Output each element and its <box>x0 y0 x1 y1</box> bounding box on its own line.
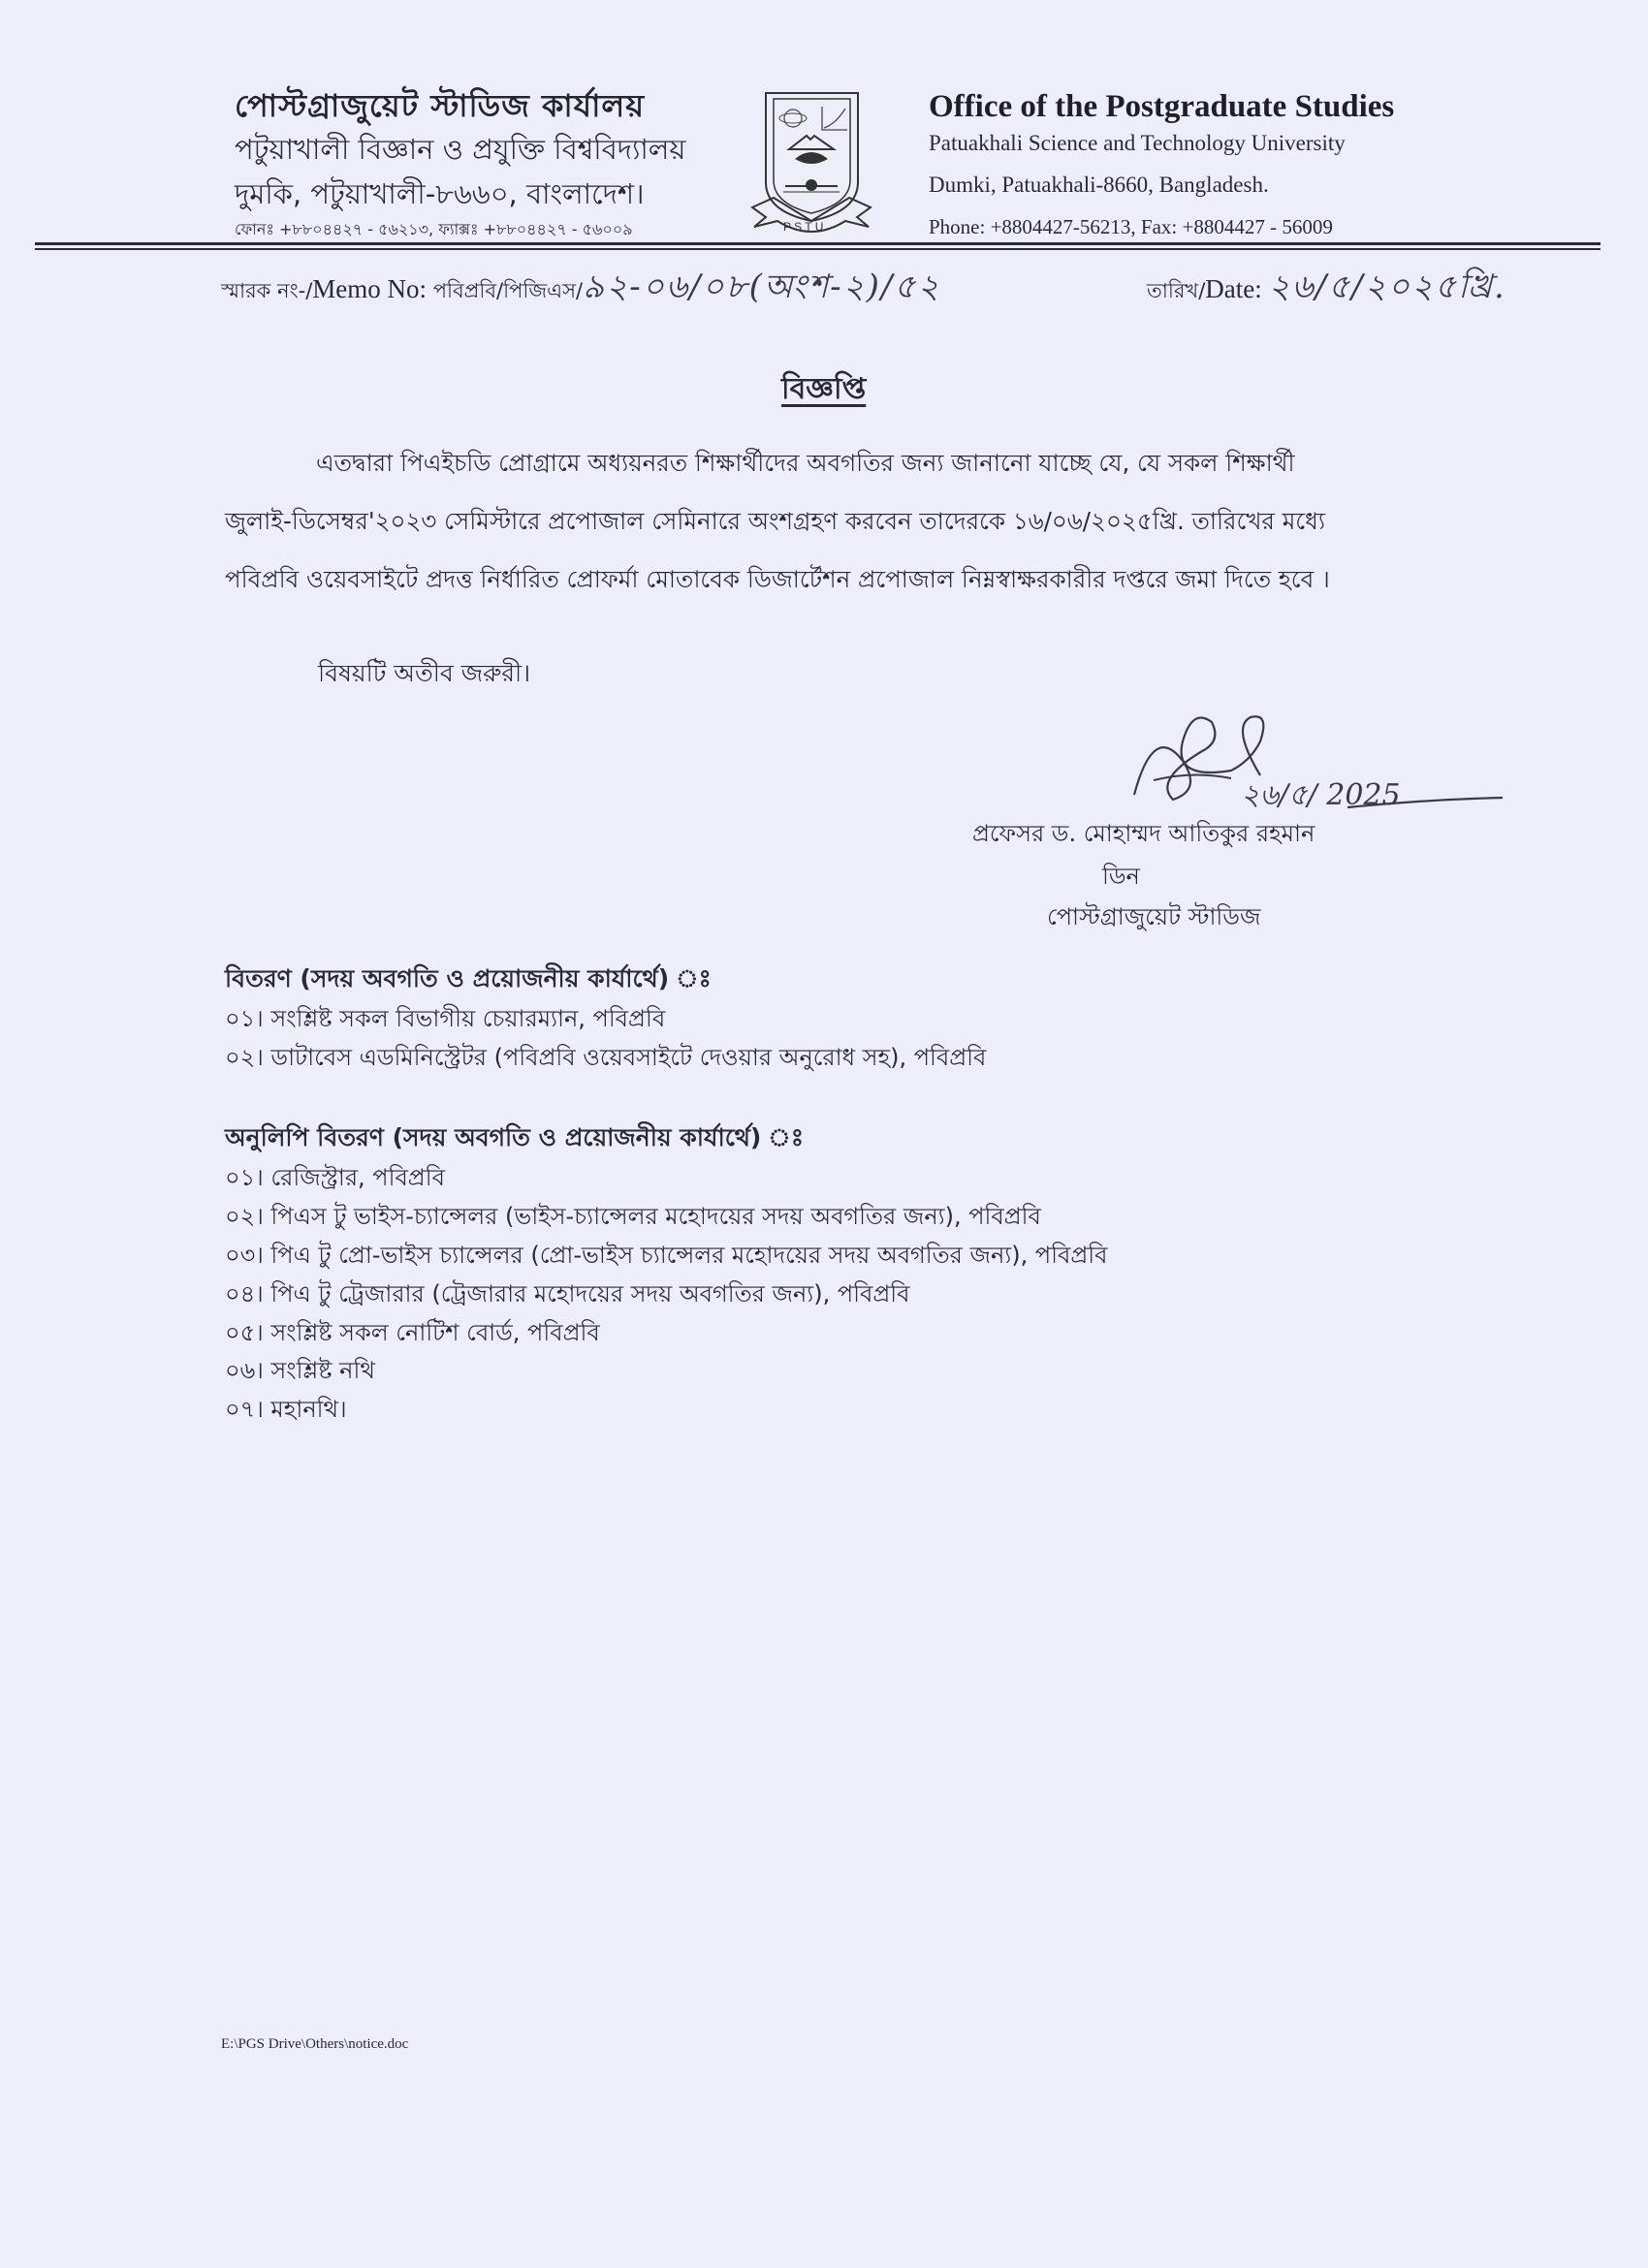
copy-distribution-item: ০১। রেজিস্ট্রার, পবিপ্রবি <box>225 1164 445 1191</box>
copy-distribution-item: ০৭। মহানথি। <box>225 1396 347 1423</box>
signature-block <box>1115 703 1541 819</box>
letterhead-contact-english: Phone: +8804427-56213, Fax: +8804427 - 56009 <box>929 215 1333 238</box>
letterhead-address-bangla: দুমকি, পটুয়াখালী-৮৬৬০, বাংলাদেশ। <box>235 177 645 210</box>
memo-handwritten-date: ২৬/৫/২০২৫খ্রি. <box>1268 268 1506 306</box>
notice-title: বিজ্ঞপ্তি <box>781 372 867 406</box>
letterhead-address-english: Dumki, Patuakhali-8660, Bangladesh. <box>929 173 1269 197</box>
distribution-item: ০২। ডাটাবেস এডমিনিস্ট্রেটর (পবিপ্রবি ওয়েবসাইটে দেওয়ার অনুরোধ সহ), পবিপ্রবি <box>225 1044 987 1071</box>
memo-prefix: পবিপ্রবি/পিজিএস/ <box>432 279 584 302</box>
date-label-bangla: তারিখ/ <box>1147 279 1206 302</box>
svg-text:P S T U: P S T U <box>783 220 824 234</box>
university-crest-logo <box>746 85 877 245</box>
copy-distribution-item: ০৩। পিএ টু প্রো-ভাইস চ্যান্সেলর (প্রো-ভাইস চ্যান্সেলর মহোদয়ের সদয় অবগতির জন্য), পবিপ্রবি <box>225 1242 1108 1269</box>
copy-distribution-item: ০২। পিএস টু ভাইস-চ্যান্সেলর (ভাইস-চ্যান্সেলর মহোদয়ের সদয় অবগতির জন্য), পবিপ্রবি <box>225 1203 1041 1230</box>
memo-label-bangla: স্মারক নং-/ <box>221 279 313 302</box>
handwritten-signature-icon <box>1115 703 1541 819</box>
notice-line-2: জুলাই-ডিসেম্বর'২০২৩ সেমিস্টারে প্রপোজাল সেমিনারে অংশগ্রহণ করবেন তাদেরকে ১৬/০৬/২০২৫খ্রি. তারিখের মধ্যে <box>225 507 1325 535</box>
copy-distribution-item: ০৫। সংশ্লিষ্ট সকল নোটিশ বোর্ড, পবিপ্রবি <box>225 1319 600 1346</box>
svg-text:২৬/৫/ 2025: ২৬/৫/ 2025 <box>1241 778 1401 812</box>
signatory-title: ডিন <box>1102 863 1140 890</box>
copy-distribution-item: ০৬। সংশ্লিষ্ট নথি <box>225 1357 375 1384</box>
notice-paragraph <box>225 434 1445 609</box>
footer-file-path: E:\PGS Drive\Others\notice.doc <box>221 2036 409 2052</box>
signatory-name: প্রফেসর ড. মোহাম্মদ আতিকুর রহমান <box>972 820 1315 847</box>
pstu-crest-icon <box>746 85 877 245</box>
urgent-note: বিষয়টি অতীব জরুরী। <box>318 659 531 687</box>
memo-date-line <box>1147 262 1506 317</box>
memo-number-line <box>221 262 941 317</box>
letterhead-contact-bangla: ফোনঃ +৮৮০৪৪২৭ - ৫৬২১৩, ফ্যাক্সঃ +৮৮০৪৪২৭ - ৫৬০০৯ <box>235 220 633 238</box>
memo-handwritten-number: ৯২-০৬/০৮(অংশ-২)/৫২ <box>583 268 941 306</box>
date-label-english: Date: <box>1205 274 1262 303</box>
copy-distribution-item: ০৪। পিএ টু ট্রেজারার (ট্রেজারার মহোদয়ের সদয় অবগতির জন্য), পবিপ্রবি <box>225 1280 910 1307</box>
signatory-department: পোস্টগ্রাজুয়েট স্টাডিজ <box>1047 903 1261 930</box>
letterhead-office-bangla: পোস্টগ্রাজুয়েট স্টাডিজ কার্যালয় <box>235 87 646 124</box>
letterhead-divider-top <box>35 242 1600 245</box>
letterhead-office-english: Office of the Postgraduate Studies <box>929 89 1395 124</box>
letterhead-divider-bottom <box>35 248 1600 250</box>
notice-line-1: এতদ্বারা পিএইচডি প্রোগ্রামে অধ্যয়নরত শিক্ষার্থীদের অবগতির জন্য জানানো যাচ্ছে যে, যে সকল শিক্ষার্থী <box>316 449 1295 477</box>
distribution-item: ০১। সংশ্লিষ্ট সকল বিভাগীয় চেয়ারম্যান, পবিপ্রবি <box>225 1005 666 1032</box>
copy-distribution-heading: অনুলিপি বিতরণ (সদয় অবগতি ও প্রয়োজনীয় কার্যার্থে) ঃ <box>225 1123 805 1151</box>
memo-label-english: Memo No: <box>312 274 428 303</box>
letterhead-university-english: Patuakhali Science and Technology University <box>929 131 1346 155</box>
notice-line-3: পবিপ্রবি ওয়েবসাইটে প্রদত্ত নির্ধারিত প্রোফর্মা মোতাবেক ডিজার্টেশন প্রপোজাল নিম্নস্বাক্ষরকারীর দপ্তরে জমা দিতে হবে । <box>225 565 1330 593</box>
distribution-heading: বিতরণ (সদয় অবগতি ও প্রয়োজনীয় কার্যার্থে) ঃ <box>225 964 712 992</box>
letterhead-university-bangla: পটুয়াখালী বিজ্ঞান ও প্রযুক্তি বিশ্ববিদ্যালয় <box>235 133 686 166</box>
